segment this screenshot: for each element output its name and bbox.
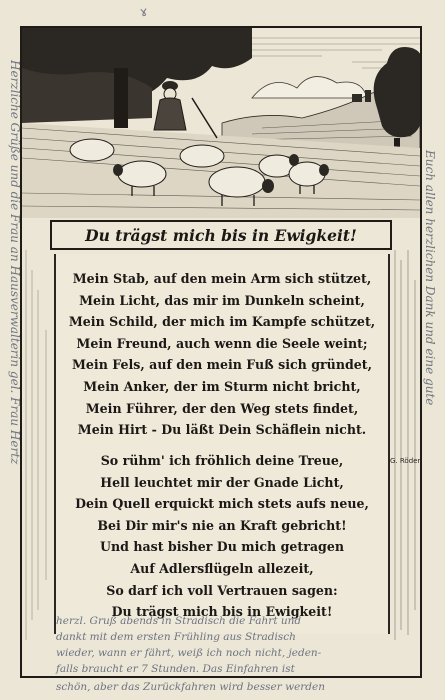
stanza-2 xyxy=(56,450,388,623)
handwriting-line: schön, aber das Zurückfahren wird besser werden xyxy=(56,681,326,693)
poem-line: Und hast bisher Du mich getragen xyxy=(100,539,344,555)
poem-line: Mein Fels, auf den mein Fuß sich gründet, xyxy=(71,357,372,373)
handwriting-right: Euch allen herzlichen Dank und eine gute xyxy=(423,150,437,406)
poem-line: Mein Stab, auf den mein Arm sich stützet, xyxy=(72,271,372,286)
poem-line: Mein Führer, der den Weg stets findet, xyxy=(85,400,359,416)
handwriting-line: dankt mit dem ersten Frühling aus Stradisch xyxy=(56,631,296,643)
poem-line: Dein Quell erquickt mich stets aufs neue, xyxy=(75,496,369,512)
left-side-hatching xyxy=(22,250,54,640)
poem-line: Hell leuchtet mir der Gnade Licht, xyxy=(100,474,344,490)
poem-line: Mein Anker, der im Sturm nicht bricht, xyxy=(83,378,361,394)
poem-line: Auf Adlersflügeln allezeit, xyxy=(130,560,314,576)
stanza-1 xyxy=(56,268,388,441)
postmark-stamp: ɤ xyxy=(138,4,149,21)
handwriting-line: wieder, wann er fährt, weiß ich noch nicht, jeden- xyxy=(56,647,322,659)
poem-line: Mein Freund, auch wenn die Seele weint; xyxy=(76,335,368,351)
poem-line: Du trägst mich bis in Ewigkeit! xyxy=(111,604,333,620)
poem-line: So darf ich voll Vertrauen sagen: xyxy=(106,582,338,598)
poem-text-box xyxy=(54,254,390,634)
right-side-hatching xyxy=(390,250,420,640)
handwriting-line: falls braucht er 7 Stunden. Das Einfahren ist xyxy=(56,663,295,675)
poem-line: Mein Licht, das mir im Dunkeln scheint, xyxy=(79,292,365,308)
poem-title-box xyxy=(50,220,392,250)
handwriting-left: Herzliche Grüße und die Frau an Hausverwalterin gel. Frau Hertz xyxy=(8,60,22,465)
handwriting-line: herzl. Gruß abends in Stradisch die Fahrt und xyxy=(56,615,302,627)
poem-line: Mein Schild, der mich im Kampfe schützet, xyxy=(68,314,376,330)
artist-signature: G. Röder xyxy=(390,457,421,465)
poem-title: Du trägst mich bis in Ewigkeit! xyxy=(85,225,357,245)
shepherd-illustration xyxy=(22,28,420,218)
poem-line: Bei Dir mir's nie an Kraft gebricht! xyxy=(97,517,347,533)
poem-line: So rühm' ich fröhlich deine Treue, xyxy=(100,453,344,468)
poem-line: Mein Hirt - Du läßt Dein Schäflein nicht. xyxy=(77,422,367,438)
